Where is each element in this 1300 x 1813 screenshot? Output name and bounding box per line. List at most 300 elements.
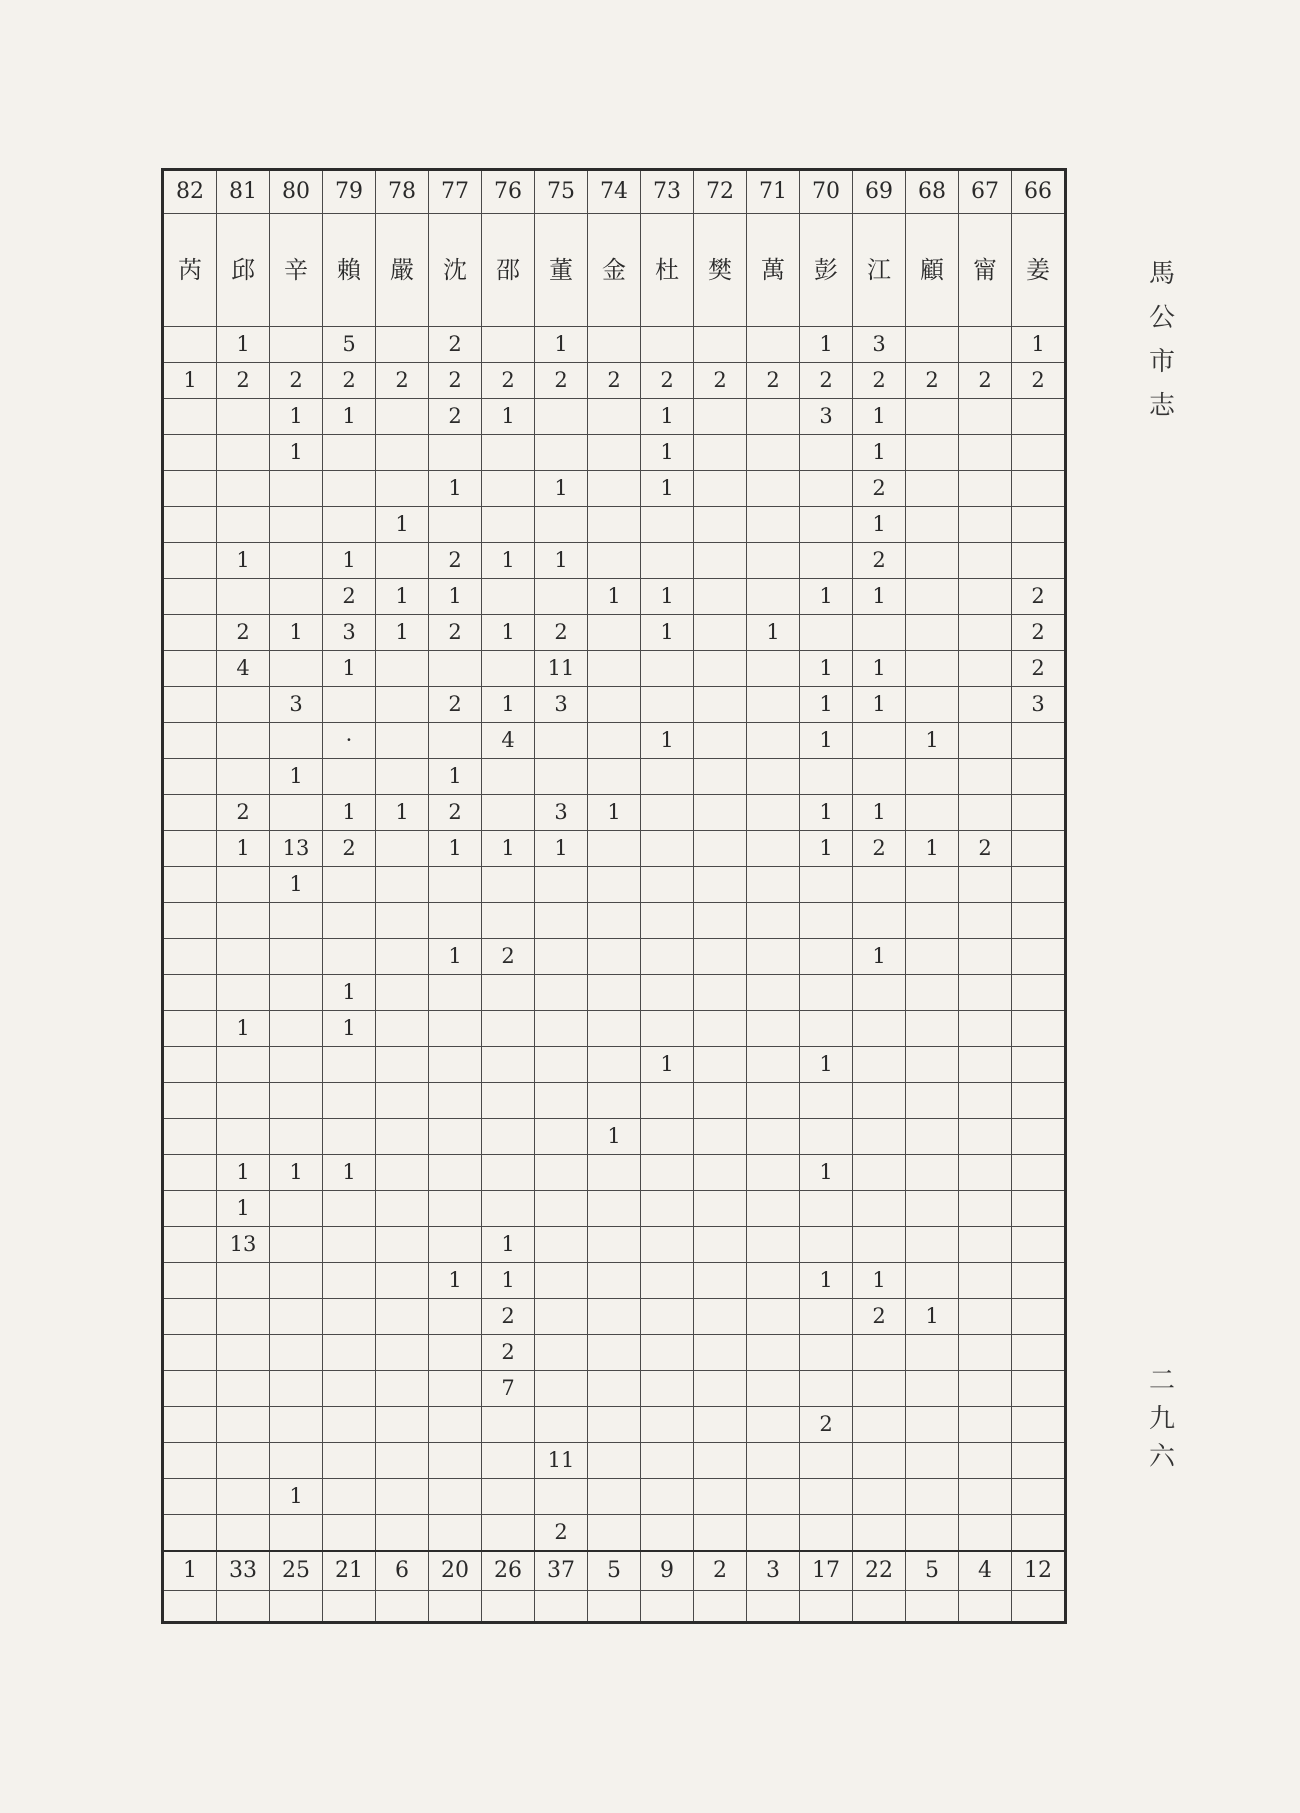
table-cell: 2: [853, 1299, 906, 1335]
table-cell: [694, 975, 747, 1011]
table-cell: [641, 1407, 694, 1443]
table-cell: 1: [429, 471, 482, 507]
table-cell: 1: [800, 579, 853, 615]
table-cell: [1012, 939, 1066, 975]
table-cell: [217, 759, 270, 795]
table-cell: [1012, 543, 1066, 579]
table-cell: [1012, 399, 1066, 435]
table-cell: [747, 759, 800, 795]
table-cell: [588, 1299, 641, 1335]
table-cell: [429, 651, 482, 687]
table-cell: [906, 327, 959, 363]
table-cell: 2: [535, 363, 588, 399]
table-cell: [429, 723, 482, 759]
table-cell: [163, 903, 217, 939]
table-cell: [270, 1299, 323, 1335]
table-cell: 1: [1012, 327, 1066, 363]
table-cell: [694, 1443, 747, 1479]
table-cell: [217, 903, 270, 939]
table-cell: [906, 1011, 959, 1047]
table-cell: [163, 1155, 217, 1191]
table-cell: [535, 975, 588, 1011]
table-cell: 1: [217, 1011, 270, 1047]
table-cell: [270, 939, 323, 975]
table-cell: [853, 1191, 906, 1227]
table-cell: [163, 651, 217, 687]
table-cell: [1012, 1191, 1066, 1227]
table-cell: [1012, 723, 1066, 759]
table-cell: 1: [429, 1263, 482, 1299]
table-cell: [800, 1443, 853, 1479]
table-cell: 芮: [163, 214, 217, 327]
table-cell: 72: [694, 170, 747, 214]
table-cell: [694, 939, 747, 975]
table-cell: 1: [800, 831, 853, 867]
table-cell: [641, 687, 694, 723]
table-cell: [747, 1191, 800, 1227]
table-cell: [376, 1371, 429, 1407]
table-cell: 74: [588, 170, 641, 214]
table-cell: 2: [535, 615, 588, 651]
table-cell: 杜: [641, 214, 694, 327]
table-cell: [429, 903, 482, 939]
table-cell: [163, 1371, 217, 1407]
table-row: [163, 399, 1066, 435]
table-cell: [588, 1227, 641, 1263]
table-row: [163, 1155, 1066, 1191]
table-cell: [1012, 1011, 1066, 1047]
table-cell: [429, 1047, 482, 1083]
table-cell: [853, 1479, 906, 1515]
table-cell: 1: [853, 579, 906, 615]
table-cell: 22: [853, 1551, 906, 1591]
table-cell: [641, 939, 694, 975]
table-cell: [217, 1443, 270, 1479]
table-cell: [588, 687, 641, 723]
page-number: [1142, 1362, 1182, 1476]
table-cell: [906, 615, 959, 651]
table-cell: [217, 1591, 270, 1623]
table-cell: 78: [376, 170, 429, 214]
table-cell: [535, 435, 588, 471]
table-cell: 1: [641, 579, 694, 615]
table-cell: [270, 1371, 323, 1407]
table-cell: [747, 1443, 800, 1479]
table-cell: [323, 1083, 376, 1119]
table-cell: [323, 1335, 376, 1371]
table-cell: 1: [906, 1299, 959, 1335]
table-cell: [588, 1443, 641, 1479]
table-cell: [535, 507, 588, 543]
table-cell: [959, 1083, 1012, 1119]
table-cell: [1012, 435, 1066, 471]
table-cell: 73: [641, 170, 694, 214]
table-cell: [323, 1371, 376, 1407]
table-cell: [641, 795, 694, 831]
table-cell: [429, 1299, 482, 1335]
table-row: [163, 1083, 1066, 1119]
table-cell: 37: [535, 1551, 588, 1591]
table-cell: [535, 1591, 588, 1623]
table-cell: [482, 1011, 535, 1047]
table-cell: [535, 1083, 588, 1119]
table-cell: [641, 1371, 694, 1407]
table-cell: 1: [482, 1227, 535, 1263]
table-cell: [535, 1119, 588, 1155]
table-cell: [906, 975, 959, 1011]
table-cell: 1: [270, 1155, 323, 1191]
table-cell: [217, 471, 270, 507]
table-cell: [694, 399, 747, 435]
table-cell: 1: [853, 435, 906, 471]
table-cell: [323, 1515, 376, 1552]
table-cell: 1: [747, 615, 800, 651]
table-cell: [163, 435, 217, 471]
table-cell: [270, 1335, 323, 1371]
table-cell: [270, 651, 323, 687]
table-cell: 1: [588, 795, 641, 831]
table-cell: [959, 435, 1012, 471]
table-cell: [429, 1591, 482, 1623]
table-cell: 邱: [217, 214, 270, 327]
table-row: [163, 1479, 1066, 1515]
table-cell: [323, 1591, 376, 1623]
table-cell: [800, 903, 853, 939]
table-cell: [906, 1371, 959, 1407]
table-cell: 2: [482, 1299, 535, 1335]
table-cell: [641, 1479, 694, 1515]
table-cell: [163, 1263, 217, 1299]
vertical-char: 公: [1148, 303, 1175, 333]
table-cell: 1: [323, 795, 376, 831]
table-cell: [376, 939, 429, 975]
table-cell: [1012, 1227, 1066, 1263]
table-cell: 70: [800, 170, 853, 214]
table-cell: [800, 435, 853, 471]
table-cell: [535, 867, 588, 903]
table-cell: [959, 687, 1012, 723]
table-cell: [959, 1191, 1012, 1227]
table-row: [163, 939, 1066, 975]
table-cell: 1: [641, 723, 694, 759]
table-cell: 2: [800, 363, 853, 399]
table-cell: [959, 399, 1012, 435]
table-cell: [800, 1191, 853, 1227]
table-row: [163, 1263, 1066, 1299]
table-cell: [429, 1227, 482, 1263]
table-cell: [588, 1515, 641, 1552]
table-cell: [482, 507, 535, 543]
table-cell: [535, 1479, 588, 1515]
table-row: [163, 1299, 1066, 1335]
table-cell: [747, 1299, 800, 1335]
table-cell: [163, 723, 217, 759]
table-cell: [535, 1227, 588, 1263]
table-cell: 萬: [747, 214, 800, 327]
table-cell: [217, 435, 270, 471]
table-cell: 2: [429, 615, 482, 651]
table-cell: 1: [535, 831, 588, 867]
table-cell: [588, 1083, 641, 1119]
table-cell: 1: [641, 615, 694, 651]
table-cell: 1: [482, 831, 535, 867]
blank-row: [163, 1591, 1066, 1623]
table-cell: [217, 579, 270, 615]
table-cell: [270, 507, 323, 543]
table-cell: 1: [376, 795, 429, 831]
table-cell: [747, 543, 800, 579]
table-cell: 4: [959, 1551, 1012, 1591]
table-cell: [853, 1083, 906, 1119]
table-cell: [163, 939, 217, 975]
table-cell: 6: [376, 1551, 429, 1591]
table-cell: 1: [217, 831, 270, 867]
table-cell: 1: [853, 687, 906, 723]
table-cell: 1: [270, 615, 323, 651]
table-cell: 1: [217, 1155, 270, 1191]
table-cell: 79: [323, 170, 376, 214]
table-cell: 11: [535, 1443, 588, 1479]
table-cell: [270, 1191, 323, 1227]
table-cell: 甯: [959, 214, 1012, 327]
table-cell: [588, 1335, 641, 1371]
table-cell: 2: [1012, 579, 1066, 615]
table-cell: 1: [588, 579, 641, 615]
table-cell: [800, 759, 853, 795]
table-cell: [906, 1047, 959, 1083]
table-cell: [429, 1155, 482, 1191]
table-cell: [694, 471, 747, 507]
table-cell: [535, 1155, 588, 1191]
table-cell: [1012, 831, 1066, 867]
table-cell: [535, 903, 588, 939]
table-cell: [270, 1443, 323, 1479]
table-cell: [853, 1371, 906, 1407]
table-cell: 3: [853, 327, 906, 363]
table-cell: 5: [906, 1551, 959, 1591]
table-cell: [270, 1591, 323, 1623]
table-cell: [906, 1335, 959, 1371]
table-cell: [1012, 1155, 1066, 1191]
table-cell: [1012, 1443, 1066, 1479]
table-cell: 3: [747, 1551, 800, 1591]
table-cell: [906, 903, 959, 939]
table-cell: [1012, 1335, 1066, 1371]
table-cell: [959, 1443, 1012, 1479]
table-cell: [906, 939, 959, 975]
vertical-char: 志: [1148, 391, 1175, 421]
table-cell: [217, 507, 270, 543]
table-cell: [588, 867, 641, 903]
table-cell: [747, 507, 800, 543]
table-cell: [747, 975, 800, 1011]
table-cell: [853, 1155, 906, 1191]
table-cell: [323, 1407, 376, 1443]
table-cell: [853, 1335, 906, 1371]
table-cell: [270, 1263, 323, 1299]
table-row: [163, 1119, 1066, 1155]
table-cell: 68: [906, 170, 959, 214]
table-cell: 80: [270, 170, 323, 214]
table-cell: [163, 1119, 217, 1155]
table-row: [163, 1047, 1066, 1083]
table-cell: 1: [323, 1155, 376, 1191]
table-cell: [482, 1591, 535, 1623]
table-cell: 1: [800, 687, 853, 723]
table-cell: [959, 1119, 1012, 1155]
vertical-char: 九: [1148, 1404, 1175, 1434]
table-cell: 1: [163, 1551, 217, 1591]
table-cell: 2: [217, 615, 270, 651]
table-cell: [694, 435, 747, 471]
table-cell: [641, 1155, 694, 1191]
table-cell: [959, 1371, 1012, 1407]
table-cell: [163, 1191, 217, 1227]
table-cell: 1: [853, 939, 906, 975]
table-cell: [588, 651, 641, 687]
table-cell: [588, 1263, 641, 1299]
table-cell: [163, 579, 217, 615]
table-cell: [906, 507, 959, 543]
table-cell: [694, 1119, 747, 1155]
table-row: [163, 507, 1066, 543]
table-cell: 1: [323, 651, 376, 687]
table-cell: 1: [853, 399, 906, 435]
table-cell: 2: [270, 363, 323, 399]
table-cell: [217, 975, 270, 1011]
table-cell: [323, 1263, 376, 1299]
table-cell: [641, 1299, 694, 1335]
table-cell: [853, 1591, 906, 1623]
table-cell: [376, 543, 429, 579]
table-cell: [747, 1047, 800, 1083]
table-cell: [588, 903, 641, 939]
table-row: [163, 1515, 1066, 1552]
table-cell: [482, 795, 535, 831]
table-cell: [270, 795, 323, 831]
table-cell: ·: [323, 723, 376, 759]
table-cell: [323, 759, 376, 795]
table-cell: [323, 903, 376, 939]
table-cell: [482, 471, 535, 507]
table-cell: [217, 1371, 270, 1407]
table-cell: [959, 1299, 1012, 1335]
table-cell: [747, 579, 800, 615]
table-cell: [959, 507, 1012, 543]
table-cell: 26: [482, 1551, 535, 1591]
table-cell: [535, 1407, 588, 1443]
table-cell: [588, 615, 641, 651]
table-cell: 1: [323, 543, 376, 579]
table-cell: [163, 867, 217, 903]
table-cell: 1: [641, 471, 694, 507]
table-cell: 66: [1012, 170, 1066, 214]
table-cell: [747, 831, 800, 867]
table-cell: [163, 1407, 217, 1443]
table-cell: [694, 903, 747, 939]
table-cell: 81: [217, 170, 270, 214]
table-cell: [588, 327, 641, 363]
table-cell: [482, 1443, 535, 1479]
table-cell: 2: [694, 363, 747, 399]
table-cell: [694, 1371, 747, 1407]
table-cell: 辛: [270, 214, 323, 327]
table-cell: [800, 867, 853, 903]
table-cell: 嚴: [376, 214, 429, 327]
table-cell: [800, 1591, 853, 1623]
table-cell: 2: [906, 363, 959, 399]
table-cell: [270, 543, 323, 579]
table-cell: 2: [1012, 363, 1066, 399]
table-cell: [747, 435, 800, 471]
table-cell: 1: [482, 399, 535, 435]
table-cell: [853, 1443, 906, 1479]
table-row: [163, 903, 1066, 939]
table-cell: [906, 435, 959, 471]
table-cell: 1: [853, 507, 906, 543]
table-cell: [1012, 867, 1066, 903]
table-cell: [482, 867, 535, 903]
table-cell: [959, 651, 1012, 687]
table-cell: 1: [270, 435, 323, 471]
table-cell: [641, 831, 694, 867]
table-cell: [163, 1011, 217, 1047]
table-cell: [588, 543, 641, 579]
table-cell: [641, 543, 694, 579]
table-cell: [163, 1591, 217, 1623]
table-cell: [535, 1371, 588, 1407]
table-cell: [906, 1155, 959, 1191]
table-cell: [906, 651, 959, 687]
table-cell: [853, 867, 906, 903]
table-cell: [482, 651, 535, 687]
table-cell: 9: [641, 1551, 694, 1591]
table-cell: [641, 903, 694, 939]
table-cell: [535, 399, 588, 435]
table-cell: [959, 1591, 1012, 1623]
table-cell: [323, 1191, 376, 1227]
table-cell: [747, 1083, 800, 1119]
table-cell: [959, 471, 1012, 507]
table-cell: [747, 471, 800, 507]
table-cell: [217, 867, 270, 903]
table-cell: [906, 1191, 959, 1227]
table-cell: 1: [482, 615, 535, 651]
table-cell: [270, 1083, 323, 1119]
table-cell: [217, 1407, 270, 1443]
table-row: [163, 1191, 1066, 1227]
table-cell: [429, 1083, 482, 1119]
table-cell: 2: [376, 363, 429, 399]
table-cell: [376, 1407, 429, 1443]
table-cell: [800, 615, 853, 651]
table-cell: [747, 1407, 800, 1443]
table-cell: 67: [959, 170, 1012, 214]
table-cell: [163, 1047, 217, 1083]
table-cell: [588, 507, 641, 543]
table-row: [163, 867, 1066, 903]
table-cell: [323, 1299, 376, 1335]
table-cell: [163, 507, 217, 543]
table-cell: 1: [429, 759, 482, 795]
table-cell: 1: [376, 615, 429, 651]
table-cell: [535, 939, 588, 975]
table-cell: [376, 1083, 429, 1119]
table-cell: [217, 723, 270, 759]
table-cell: [376, 651, 429, 687]
table-cell: [163, 1515, 217, 1552]
table-cell: 1: [482, 1263, 535, 1299]
